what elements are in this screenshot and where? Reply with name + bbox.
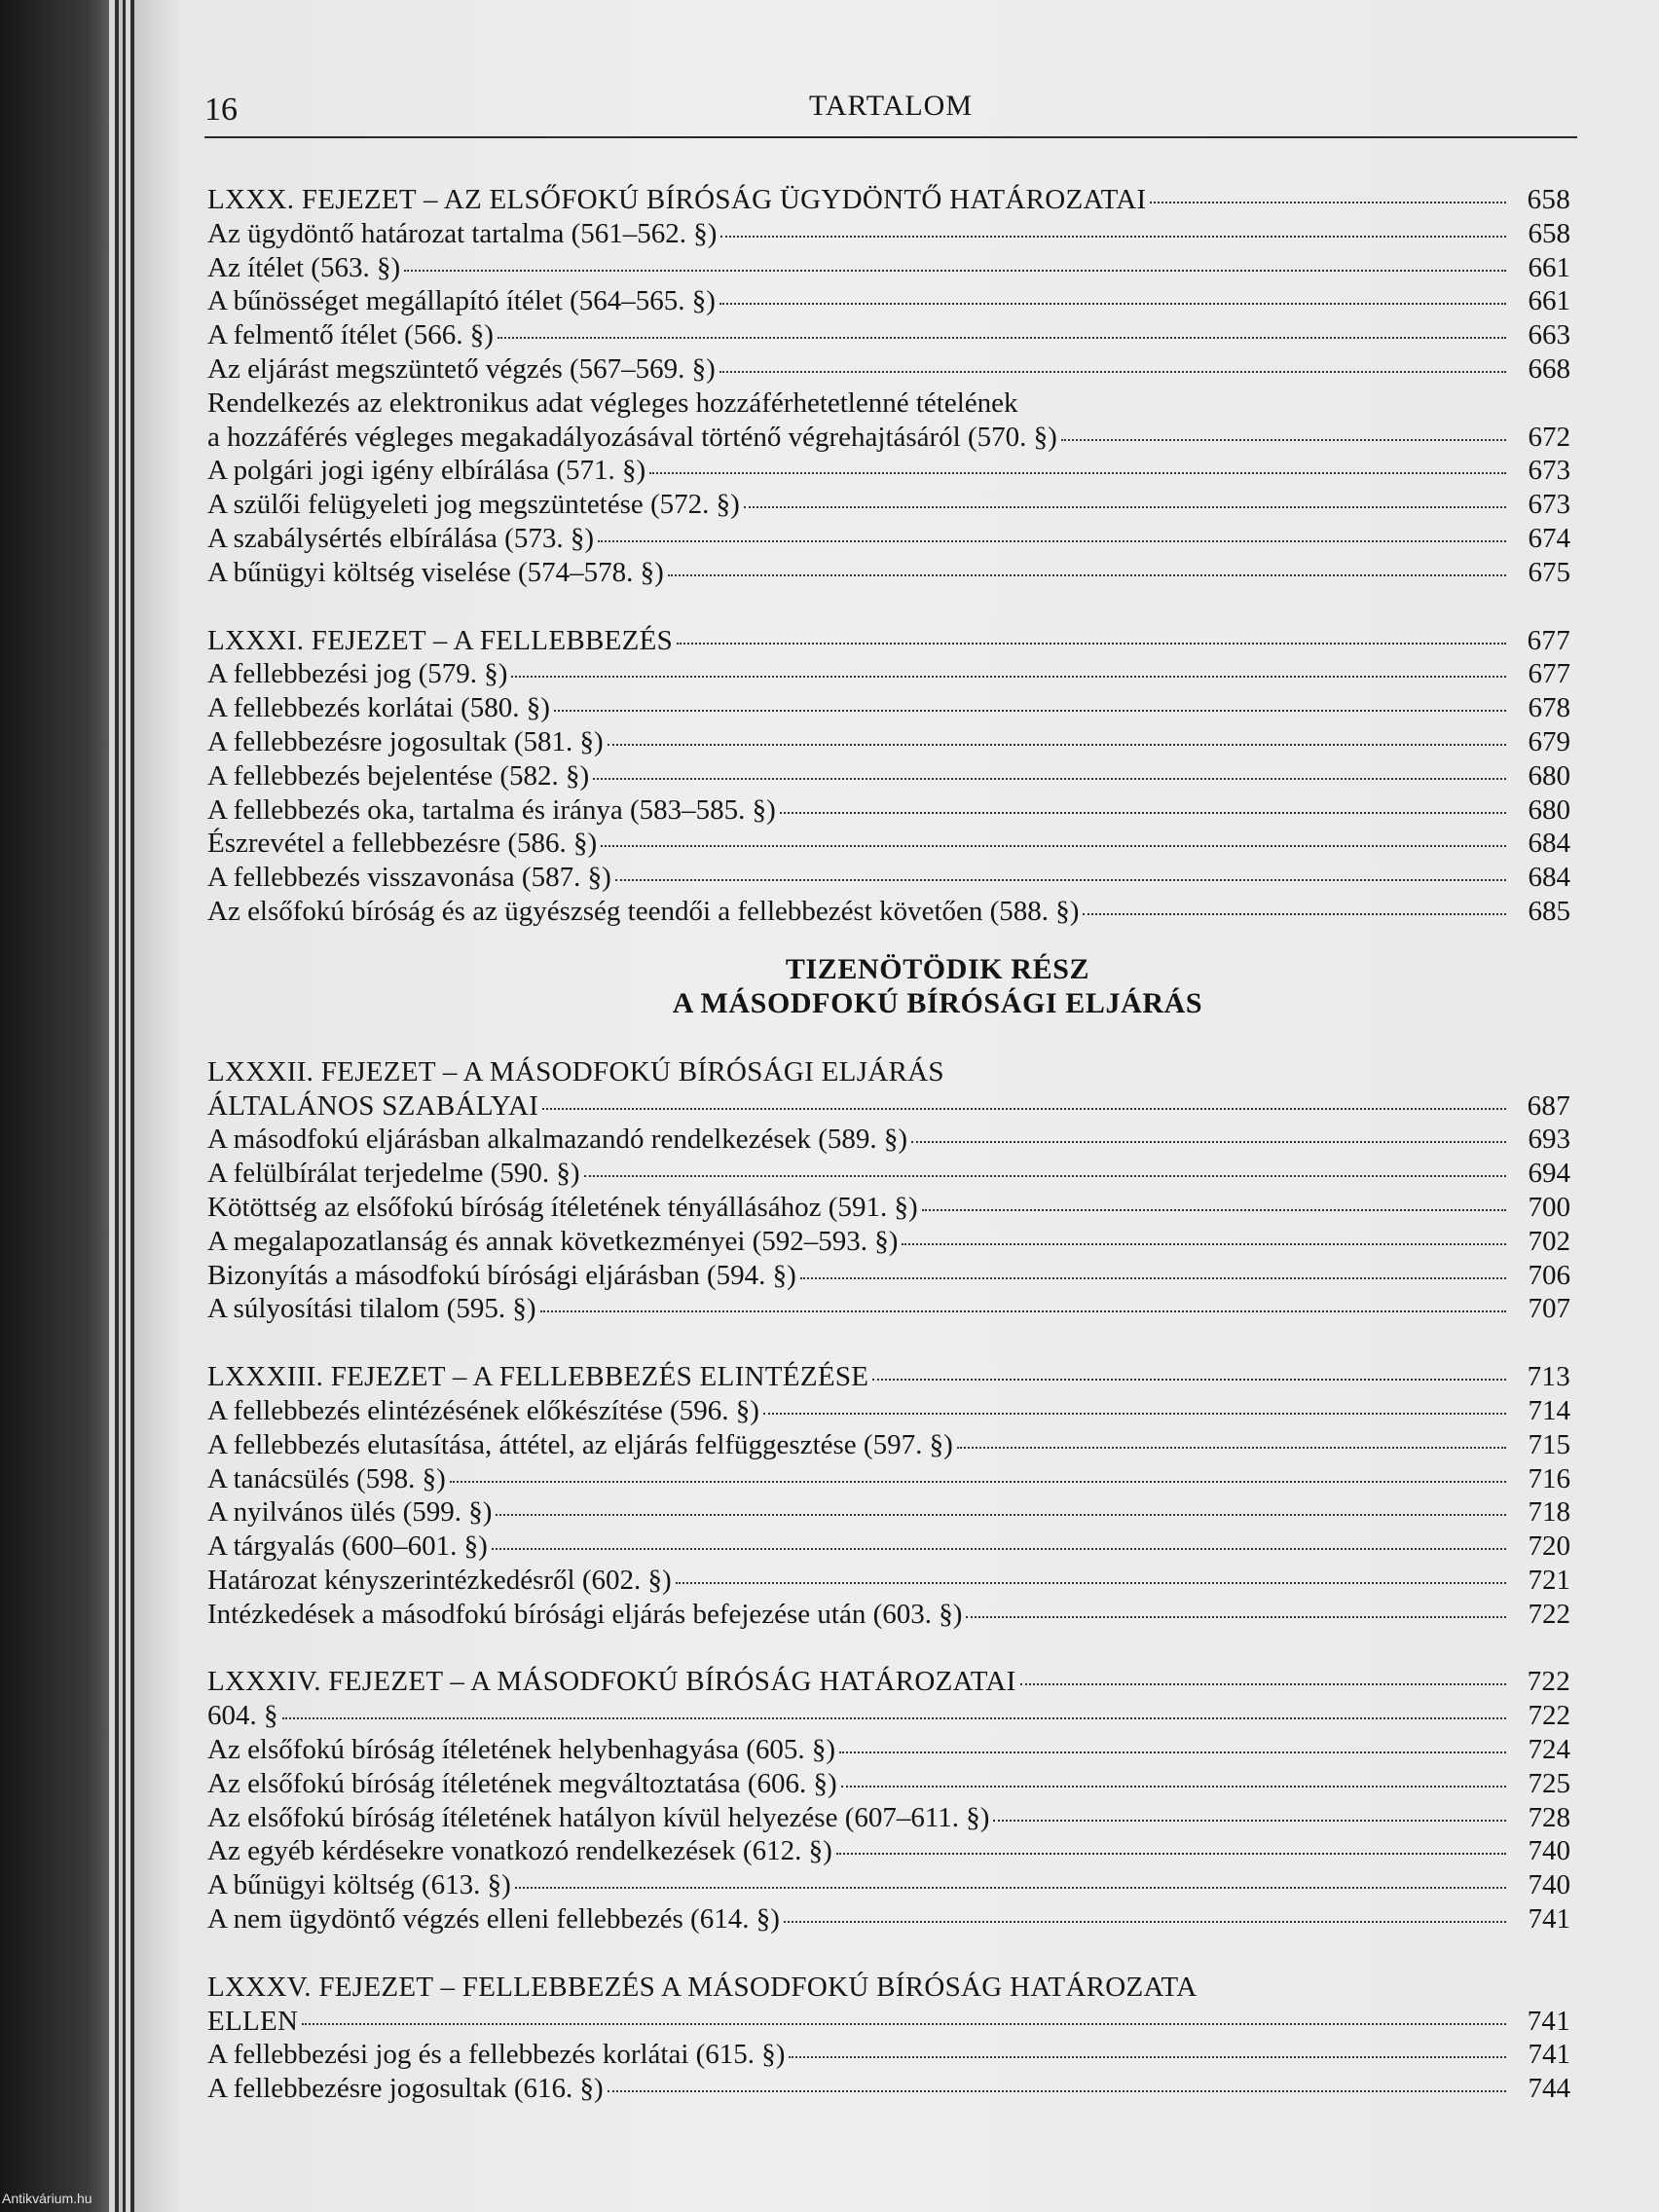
- toc-entry: A szülői felügyeleti jog megszüntetése (572. §) 673: [207, 489, 1570, 521]
- part-subtitle-line: A MÁSODFOKÚ BÍRÓSÁGI ELJÁRÁS: [672, 986, 1203, 1019]
- toc-entry: Intézkedések a másodfokú bírósági eljárás befejezése után (603. §) 722: [207, 1598, 1570, 1630]
- chapter-heading-line: LXXXV. FEJEZET – FELLEBBEZÉS A MÁSODFOKÚ BÍRÓSÁG HATÁROZATA: [207, 1971, 1198, 2003]
- toc-entry: A megalapozatlanság és annak következményei (592–593. §) 702: [207, 1225, 1570, 1257]
- page-edge: [126, 0, 130, 2212]
- toc-entry: Az elsőfokú bíróság és az ügyészség teendői a fellebbezést követően (588. §) 685: [207, 895, 1570, 927]
- chapter-heading-line: LXXXII. FEJEZET – A MÁSODFOKÚ BÍRÓSÁGI ELJÁRÁS: [207, 1055, 944, 1088]
- toc-entry: Az eljárást megszüntető végzés (567–569. §) 668: [207, 352, 1570, 385]
- watermark: Antikvárium.hu: [2, 2191, 92, 2206]
- toc-entry: A bűnösséget megállapító ítélet (564–565. §) 661: [207, 285, 1570, 317]
- toc-entry: A tárgyalás (600–601. §) 720: [207, 1530, 1570, 1563]
- toc-entry: Az ítélet (563. §) 661: [207, 251, 1570, 283]
- toc-entry: A fellebbezés elintézésének előkészítése (596. §) 714: [207, 1394, 1570, 1426]
- toc-entry: A bűnügyi költség viselése (574–578. §) 675: [207, 556, 1570, 588]
- toc-entry: A nyilvános ülés (599. §) 718: [207, 1496, 1570, 1529]
- toc-entry: 604. § 722: [207, 1700, 1570, 1732]
- chapter-heading: ÁLTALÁNOS SZABÁLYAI 687: [207, 1089, 1570, 1122]
- toc-entry: A fellebbezés visszavonása (587. §) 684: [207, 862, 1570, 894]
- header-rule: [204, 136, 1577, 138]
- toc-entry: A szabálysértés elbírálása (573. §) 674: [207, 522, 1570, 554]
- toc-entry: Észrevétel a fellebbezésre (586. §) 684: [207, 828, 1570, 860]
- page-edge: [109, 0, 115, 2212]
- part-title: [207, 952, 1570, 1020]
- toc-entry: A fellebbezés bejelentése (582. §) 680: [207, 759, 1570, 792]
- toc-entry: A fellebbezésre jogosultak (616. §) 744: [207, 2073, 1570, 2105]
- part-title-line: TIZENÖTÖDIK RÉSZ: [785, 952, 1090, 985]
- toc-entry: A nem ügydöntő végzés elleni fellebbezés (614. §) 741: [207, 1903, 1570, 1936]
- table-of-contents: [207, 183, 1570, 2106]
- chapter-heading: LXXX. FEJEZET – AZ ELSŐFOKÚ BÍRÓSÁG ÜGYDÖNTŐ HATÁROZATAI 658: [207, 184, 1570, 215]
- page-header: [204, 86, 1577, 136]
- toc-entry: Az elsőfokú bíróság ítéletének helybenhagyása (605. §) 724: [207, 1734, 1570, 1766]
- toc-entry: A fellebbezés elutasítása, áttétel, az eljárás felfüggesztése (597. §) 715: [207, 1428, 1570, 1460]
- toc-entry: Az elsőfokú bíróság ítéletének hatályon kívül helyezése (607–611. §) 728: [207, 1801, 1570, 1833]
- toc-entry: Bizonyítás a másodfokú bírósági eljárásban (594. §) 706: [207, 1259, 1570, 1291]
- chapter-heading: LXXXI. FEJEZET – A FELLEBBEZÉS 677: [207, 624, 1570, 656]
- toc-entry: Kötöttség az elsőfokú bíróság ítéletének tényállásához (591. §) 700: [207, 1191, 1570, 1223]
- toc-entry: A polgári jogi igény elbírálása (571. §) 673: [207, 455, 1570, 487]
- running-title: TARTALOM: [808, 90, 974, 122]
- chapter-heading: ELLEN 741: [207, 2005, 1570, 2037]
- toc-entry: A súlyosítási tilalom (595. §) 707: [207, 1293, 1570, 1325]
- toc-entry: A fellebbezési jog (579. §) 677: [207, 658, 1570, 690]
- book-spine: [0, 0, 109, 2212]
- toc-entry: A fellebbezési jog és a fellebbezés korlátai (615. §) 741: [207, 2039, 1570, 2071]
- toc-entry: A tanácsülés (598. §) 716: [207, 1462, 1570, 1494]
- toc-entry: A másodfokú eljárásban alkalmazandó rendelkezések (589. §) 693: [207, 1124, 1570, 1156]
- page-number: 16: [204, 92, 238, 128]
- toc-entry-line: Rendelkezés az elektronikus adat végleges hozzáférhetetlenné tételének: [207, 387, 1018, 419]
- toc-entry: A bűnügyi költség (613. §) 740: [207, 1869, 1570, 1901]
- toc-entry: A felülbírálat terjedelme (590. §) 694: [207, 1158, 1570, 1190]
- toc-entry: A fellebbezés korlátai (580. §) 678: [207, 692, 1570, 724]
- toc-entry: A fellebbezésre jogosultak (581. §) 679: [207, 725, 1570, 757]
- page-edge: [119, 0, 123, 2212]
- toc-entry: A felmentő ítélet (566. §) 663: [207, 319, 1570, 351]
- toc-entry: A fellebbezés oka, tartalma és iránya (583–585. §) 680: [207, 793, 1570, 826]
- toc-entry: Az egyéb kérdésekre vonatkozó rendelkezések (612. §) 740: [207, 1835, 1570, 1867]
- toc-entry: Az elsőfokú bíróság ítéletének megváltoztatása (606. §) 725: [207, 1767, 1570, 1799]
- chapter-heading: LXXXIV. FEJEZET – A MÁSODFOKÚ BÍRÓSÁG HATÁROZATAI 722: [207, 1666, 1570, 1698]
- toc-entry: a hozzáférés végleges megakadályozásával történő végrehajtásáról (570. §) 672: [207, 421, 1570, 453]
- chapter-heading: LXXXIII. FEJEZET – A FELLEBBEZÉS ELINTÉZÉSE 713: [207, 1361, 1570, 1393]
- toc-entry: Határozat kényszerintézkedésről (602. §) 721: [207, 1564, 1570, 1596]
- toc-entry: Az ügydöntő határozat tartalma (561–562. §) 658: [207, 217, 1570, 249]
